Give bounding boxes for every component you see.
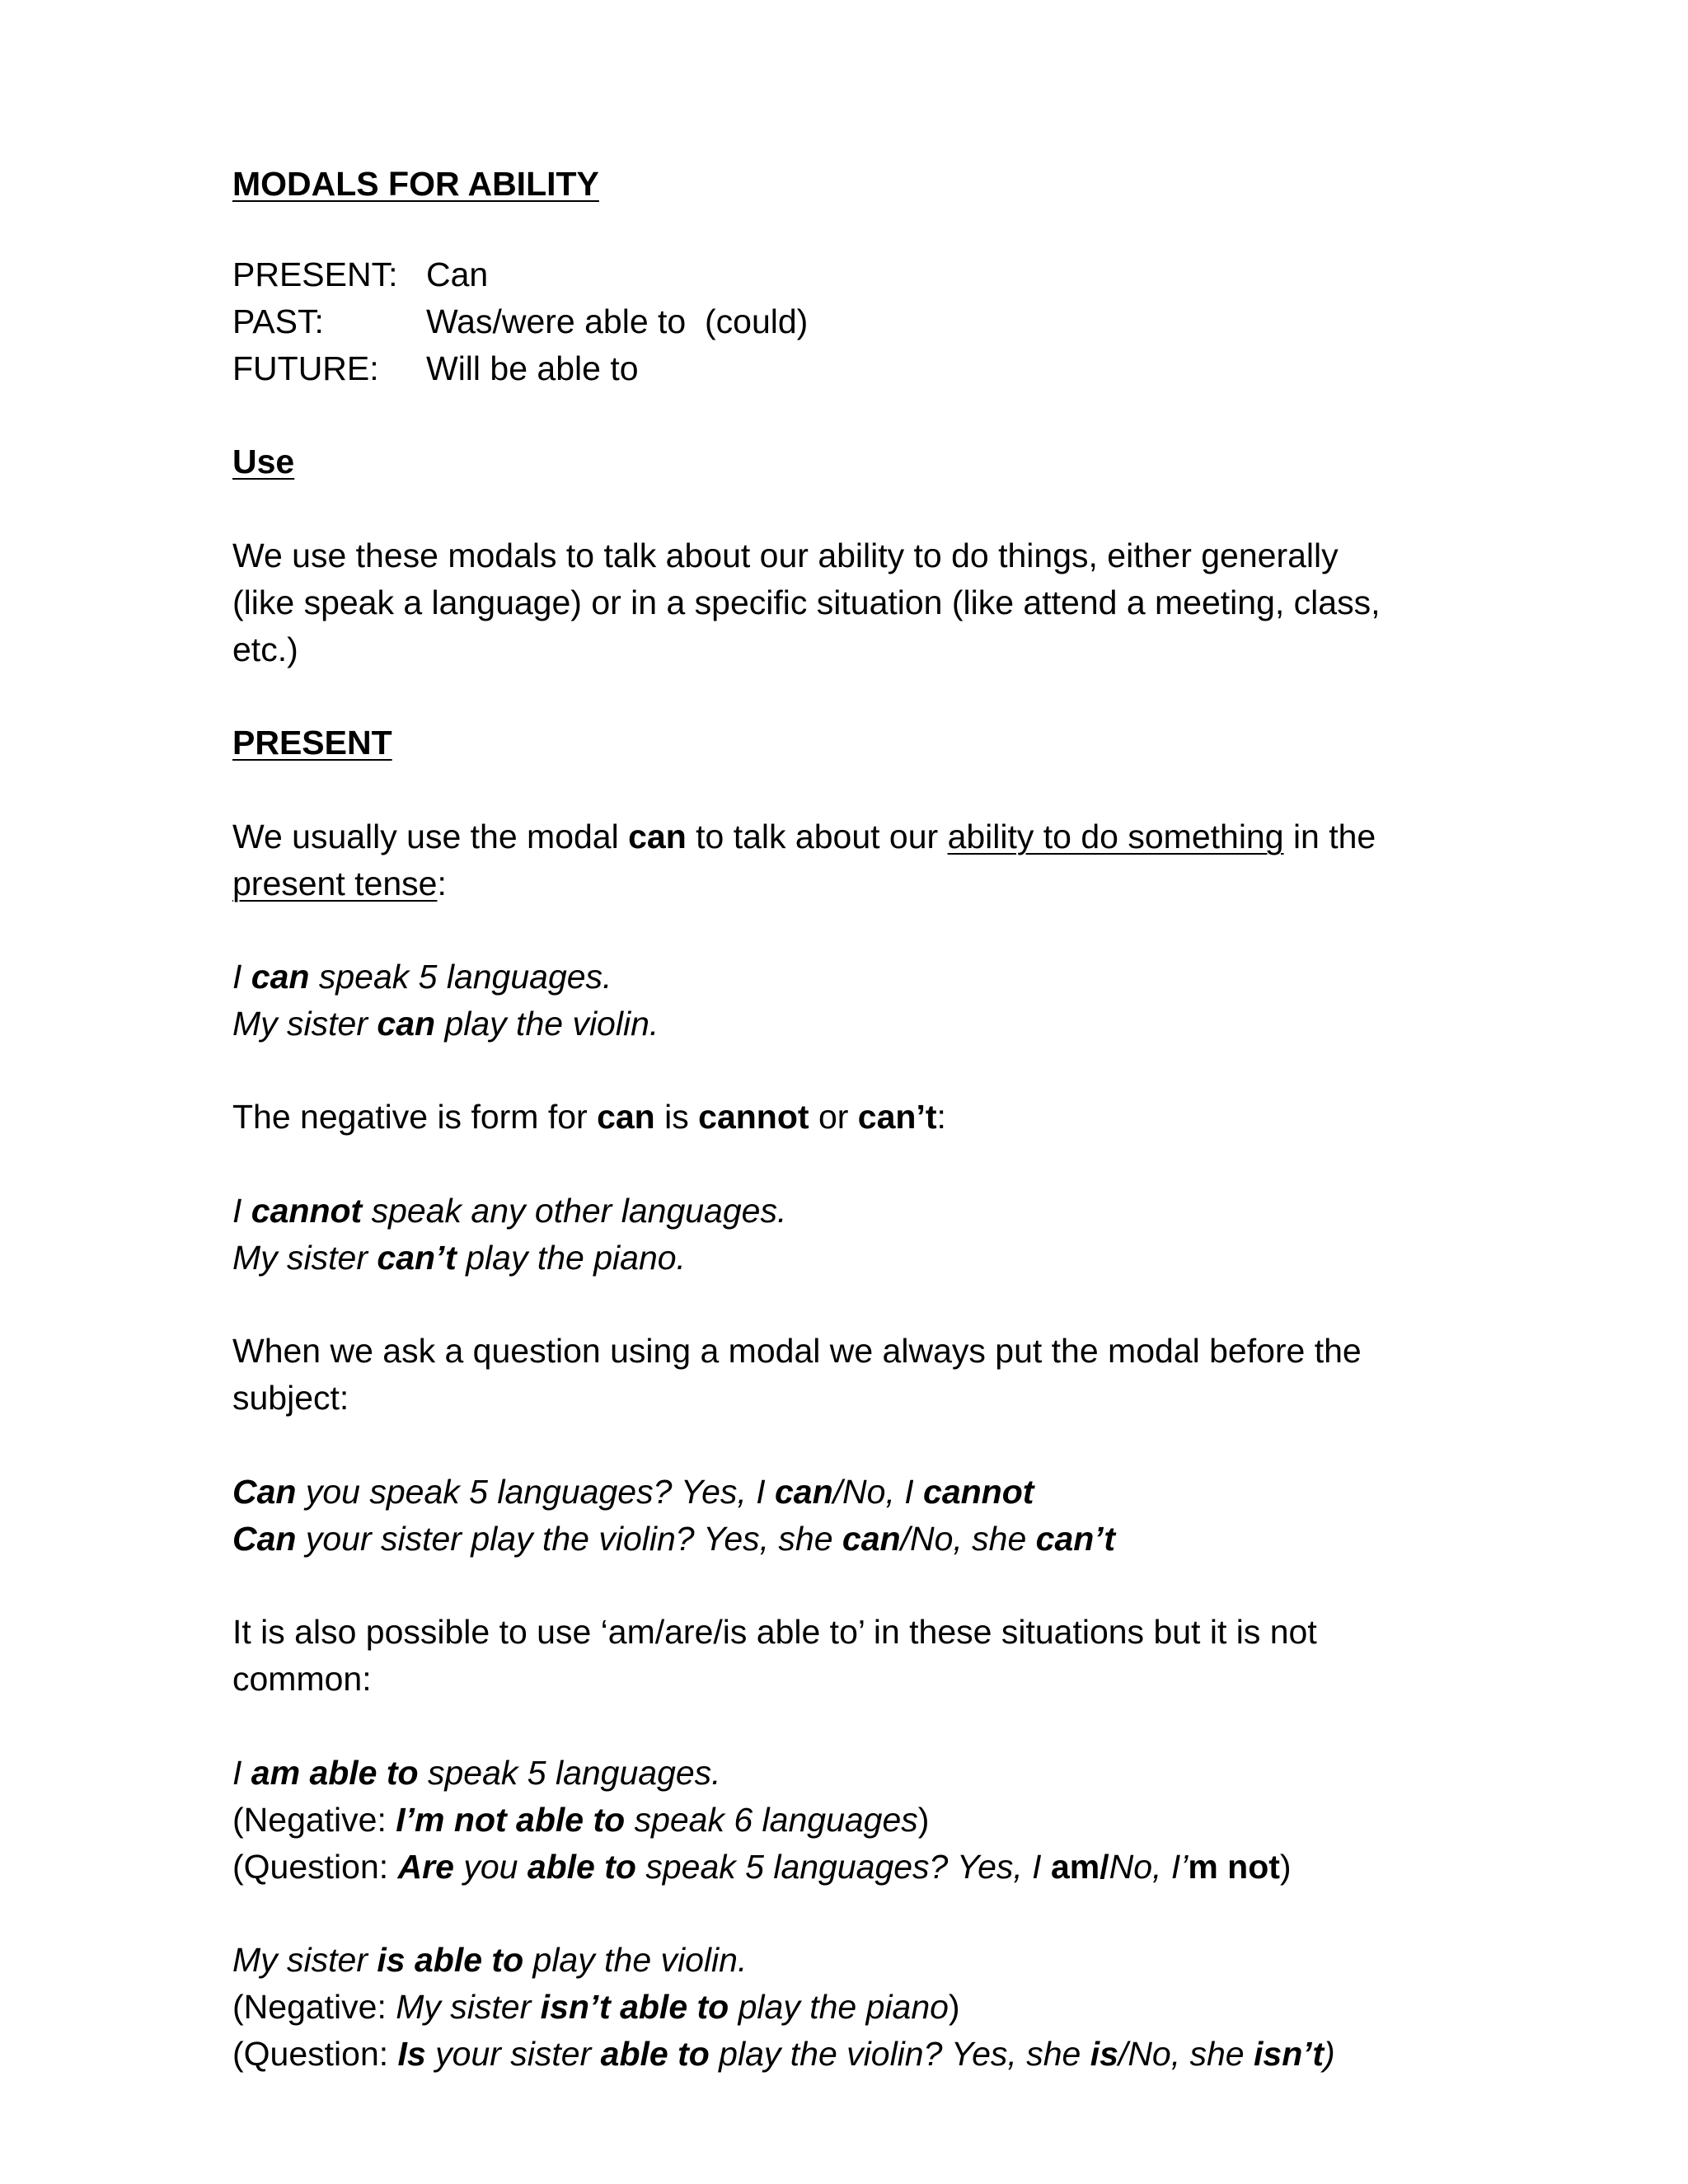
- text-run: can’t: [1035, 1520, 1116, 1558]
- section-heading-use: Use: [232, 443, 295, 480]
- text-run: can: [377, 1005, 436, 1043]
- text-run: I: [232, 1192, 251, 1230]
- text-run: can: [774, 1473, 833, 1511]
- tense-value: Was/were able to (could): [426, 302, 809, 340]
- text-run: speak 5 languages? Yes, I: [635, 1848, 1051, 1886]
- text-run: :: [437, 865, 447, 902]
- text-run: can’t: [377, 1239, 457, 1277]
- text-run: isn’t able to: [540, 1988, 729, 2026]
- paragraph-line: When we ask a question using a modal we always put the modal before the: [232, 1332, 1362, 1370]
- paragraph-line: subject:: [232, 1379, 349, 1417]
- page-title: MODALS FOR ABILITY: [232, 165, 599, 203]
- text-run: Are: [397, 1848, 454, 1886]
- example-line: [232, 1001, 659, 1047]
- example-line: [232, 954, 612, 1001]
- text-run: in the: [1283, 818, 1376, 855]
- text-run: No, I’: [1109, 1848, 1189, 1886]
- text-run: (Negative:: [232, 1801, 396, 1839]
- example-line: [232, 1797, 929, 1844]
- text-run: ability to do something: [947, 818, 1284, 855]
- text-run: /No, she: [900, 1520, 1036, 1558]
- paragraph-line: We use these modals to talk about our ability to do things, either generally: [232, 537, 1339, 574]
- text-run: able to: [600, 2035, 710, 2073]
- text-run: I: [232, 958, 251, 996]
- text-run: your sister: [425, 2035, 601, 2073]
- text-run: play the piano: [729, 1988, 949, 2026]
- example-line: [232, 1750, 721, 1797]
- text-run: ): [948, 1988, 960, 2026]
- text-run: or: [809, 1098, 858, 1136]
- text-run: We usually use the modal: [232, 818, 629, 855]
- example-line: [232, 2031, 1335, 2078]
- text-run: play the violin? Yes, she: [709, 2035, 1090, 2073]
- text-run: :: [936, 1098, 946, 1136]
- text-run: present tense: [232, 865, 438, 902]
- text-run: can: [628, 818, 687, 855]
- text-run: m not: [1188, 1848, 1280, 1886]
- text-run: ): [1279, 1848, 1292, 1886]
- text-run: can’t: [857, 1098, 937, 1136]
- text-run: you speak 5 languages? Yes, I: [296, 1473, 775, 1511]
- text-run: cannot: [698, 1098, 809, 1136]
- text-run: (Question:: [232, 1848, 398, 1886]
- tense-row-past: [232, 298, 809, 345]
- tense-row-future: [232, 345, 639, 392]
- text-run: can: [251, 958, 310, 996]
- text-run: /No, I: [832, 1473, 924, 1511]
- text-run: speak any other languages.: [362, 1192, 787, 1230]
- text-run: My sister: [232, 1239, 377, 1277]
- text-run: can: [597, 1098, 655, 1136]
- text-run: speak 5 languages.: [309, 958, 612, 996]
- example-line: [232, 1235, 686, 1282]
- text-run: Is: [397, 2035, 426, 2073]
- text-run: I’m not able to: [396, 1801, 626, 1839]
- tense-value: Can: [426, 255, 489, 293]
- text-run: My sister: [396, 1988, 541, 2026]
- text-run: can: [842, 1520, 901, 1558]
- text-run: speak 6 languages: [625, 1801, 918, 1839]
- text-run: play the violin.: [523, 1941, 748, 1979]
- text-run: My sister: [232, 1005, 377, 1043]
- text-run: (Negative:: [232, 1988, 396, 2026]
- tense-label: PAST:: [232, 302, 324, 340]
- text-run: you: [453, 1848, 528, 1886]
- example-line: [232, 1188, 786, 1235]
- text-run: (Question:: [232, 2035, 398, 2073]
- text-run: am able to: [251, 1754, 419, 1792]
- tense-row-present: [232, 251, 489, 298]
- paragraph-line: It is also possible to use ‘am/are/is able to’ in these situations but it is not: [232, 1613, 1317, 1651]
- paragraph-line: [232, 1094, 946, 1141]
- text-run: play the violin.: [435, 1005, 659, 1043]
- tense-label: PRESENT:: [232, 255, 398, 293]
- text-run: your sister play the violin? Yes, she: [296, 1520, 842, 1558]
- text-run: to talk about our: [686, 818, 948, 855]
- paragraph-line: [232, 813, 1376, 860]
- text-run: am/: [1050, 1848, 1109, 1886]
- text-run: Can: [232, 1473, 297, 1511]
- paragraph-line: [232, 860, 447, 907]
- tense-label: FUTURE:: [232, 349, 379, 387]
- section-heading-present: PRESENT: [232, 724, 392, 762]
- paragraph-line: common:: [232, 1660, 372, 1698]
- text-run: The negative is form for: [232, 1098, 598, 1136]
- text-run: speak 5 languages.: [418, 1754, 721, 1792]
- example-line: [232, 1844, 1292, 1891]
- tense-value: Will be able to: [426, 349, 639, 387]
- text-run: cannot: [251, 1192, 363, 1230]
- text-run: is: [654, 1098, 699, 1136]
- example-line: [232, 1516, 1115, 1563]
- text-run: Can: [232, 1520, 297, 1558]
- example-line: [232, 1937, 747, 1984]
- text-run: My sister: [232, 1941, 377, 1979]
- text-run: is: [1090, 2035, 1118, 2073]
- text-run: cannot: [923, 1473, 1034, 1511]
- text-run: I: [232, 1754, 251, 1792]
- example-line: [232, 1469, 1034, 1516]
- paragraph-line: (like speak a language) or in a specific situation (like attend a meeting, class,: [232, 583, 1381, 621]
- text-run: able to: [527, 1848, 636, 1886]
- text-run: ): [1324, 2035, 1335, 2073]
- text-run: /No, she: [1118, 2035, 1254, 2073]
- text-run: ): [917, 1801, 930, 1839]
- paragraph-line: etc.): [232, 630, 298, 668]
- text-run: play the piano.: [456, 1239, 686, 1277]
- text-run: isn’t: [1254, 2035, 1325, 2073]
- text-run: is able to: [377, 1941, 524, 1979]
- example-line: [232, 1984, 960, 2031]
